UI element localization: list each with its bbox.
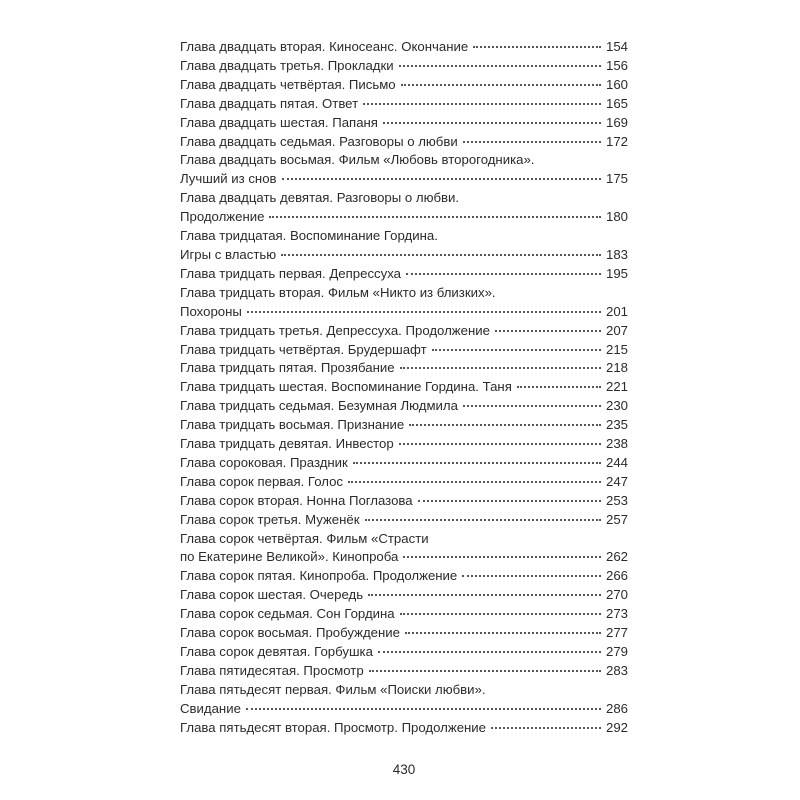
- toc-entry: [180, 227, 628, 265]
- toc-entry-title: Глава двадцать четвёртая. Письмо: [180, 76, 396, 92]
- toc-entry-line: [180, 170, 628, 189]
- toc-page-number: 277: [605, 625, 628, 641]
- toc-entry: [180, 359, 628, 378]
- toc-page-number: 244: [605, 454, 628, 470]
- toc-entry: [180, 95, 628, 114]
- toc-page-number: 286: [605, 700, 628, 716]
- toc-entry-line: [180, 341, 628, 360]
- toc-page-number: 279: [605, 644, 628, 659]
- toc-page-number: 221: [605, 379, 628, 395]
- toc-entry-line: [180, 38, 628, 57]
- toc-entry-title: Игры с властью: [180, 246, 277, 262]
- toc-entry-line: [180, 511, 628, 530]
- toc-entry-line: [180, 378, 628, 397]
- toc-entry: [180, 492, 628, 511]
- toc-page-number: 175: [605, 171, 628, 187]
- dot-leader: [403, 556, 601, 558]
- dot-leader: [495, 330, 601, 332]
- toc-entry-title-line: Глава тридцатая. Воспоминание Гордина.: [180, 228, 438, 244]
- toc-page-number: 160: [605, 76, 628, 92]
- dot-leader: [399, 65, 601, 67]
- toc-entry: [180, 454, 628, 473]
- toc-entry-line: [180, 57, 628, 76]
- toc-entry-title-line: Глава пятьдесят первая. Фильм «Поиски любви».: [180, 681, 486, 697]
- dot-leader: [463, 141, 601, 143]
- toc-page-number: 253: [605, 492, 628, 508]
- dot-leader: [399, 443, 601, 445]
- toc-page-number: 257: [605, 511, 628, 527]
- toc-page-number: 154: [605, 39, 628, 54]
- toc-page-number: 266: [605, 568, 628, 584]
- toc-entry-line: [180, 492, 628, 511]
- toc-entry-line: [180, 208, 628, 227]
- dot-leader: [406, 273, 601, 275]
- dot-leader: [409, 424, 601, 426]
- toc-entry-line: [180, 662, 628, 681]
- dot-leader: [400, 613, 601, 615]
- dot-leader: [418, 500, 601, 502]
- toc-entry: [180, 133, 628, 152]
- toc-entry-title-line: Глава двадцать восьмая. Фильм «Любовь второгодника».: [180, 152, 535, 168]
- toc-entry-title: Глава двадцать третья. Прокладки: [180, 57, 394, 73]
- toc-entry-line: [180, 397, 628, 416]
- toc-entry-title: Свидание: [180, 700, 241, 716]
- toc-entry-title: Глава сорок третья. Муженёк: [180, 511, 360, 527]
- toc-entry-title: Глава двадцать седьмая. Разговоры о любви: [180, 133, 458, 149]
- dot-leader: [353, 462, 601, 464]
- dot-leader: [365, 519, 601, 521]
- toc-entry-title: Глава сорок пятая. Кинопроба. Продолжение: [180, 568, 458, 584]
- toc-entry-title: Глава тридцать шестая. Воспоминание Гордина. Таня: [180, 379, 512, 395]
- dot-leader: [401, 84, 601, 86]
- toc-entry: [180, 114, 628, 133]
- toc-entry: [180, 662, 628, 681]
- toc-entry-title: Глава двадцать пятая. Ответ: [180, 95, 359, 111]
- toc-entry-title: Глава сорок первая. Голос: [180, 473, 344, 489]
- toc-entry-title-line: Глава тридцать вторая. Фильм «Никто из близких».: [180, 284, 496, 300]
- toc-entry: [180, 57, 628, 76]
- toc-entry: [180, 284, 628, 322]
- toc-page-number: 172: [605, 133, 628, 149]
- toc-entry-title: Глава сорок шестая. Очередь: [180, 587, 364, 603]
- toc-entry-title: Глава сорок девятая. Горбушка: [180, 644, 373, 659]
- toc-entry: [180, 265, 628, 284]
- toc-entry-line: [180, 586, 628, 605]
- toc-entry: [180, 681, 628, 719]
- toc-entry-title-line: Глава сорок четвёртая. Фильм «Страсти: [180, 530, 429, 546]
- dot-leader: [405, 632, 601, 634]
- toc-entry-line: [180, 114, 628, 133]
- dot-leader: [269, 216, 601, 218]
- toc-page-number: 235: [605, 417, 628, 433]
- toc-page-number: 283: [605, 662, 628, 678]
- toc-page-number: 218: [605, 360, 628, 376]
- toc-entry-line: [180, 322, 628, 341]
- toc-entry-title-line: Глава двадцать девятая. Разговоры о любви.: [180, 190, 460, 206]
- toc-entry-line: [180, 719, 628, 738]
- toc-entry-line: [180, 567, 628, 586]
- toc-entry-title: Глава сорок восьмая. Пробуждение: [180, 625, 400, 641]
- toc-entry-line: [180, 700, 628, 719]
- toc-entry-line: [180, 265, 628, 284]
- dot-leader: [383, 122, 601, 124]
- toc-entry-line: [180, 454, 628, 473]
- table-of-contents: [180, 38, 628, 738]
- toc-entry-line: [180, 246, 628, 265]
- toc-entry: [180, 624, 628, 643]
- page-number: 430: [392, 762, 416, 777]
- toc-page-number: 201: [605, 303, 628, 319]
- toc-entry-line: [180, 133, 628, 152]
- dot-leader: [369, 670, 601, 672]
- toc-entry: [180, 151, 628, 189]
- toc-entry: [180, 586, 628, 605]
- toc-entry-line: [180, 605, 628, 624]
- dot-leader: [473, 46, 601, 48]
- toc-entry: [180, 567, 628, 586]
- toc-entry: [180, 378, 628, 397]
- dot-leader: [378, 651, 601, 653]
- toc-page-number: 247: [605, 473, 628, 489]
- toc-entry: [180, 435, 628, 454]
- toc-entry: [180, 530, 628, 568]
- toc-entry-line: [180, 624, 628, 643]
- toc-page-number: 156: [605, 57, 628, 73]
- toc-entry: [180, 189, 628, 227]
- toc-entry: [180, 511, 628, 530]
- toc-entry: [180, 416, 628, 435]
- toc-entry-line: [180, 95, 628, 114]
- toc-entry-line: [180, 548, 628, 567]
- toc-entry-title: Глава двадцать вторая. Киносеанс. Окончание: [180, 39, 469, 54]
- toc-entry: [180, 76, 628, 95]
- toc-entry: [180, 341, 628, 360]
- toc-entry-line: [180, 416, 628, 435]
- dot-leader: [363, 103, 601, 105]
- dot-leader: [348, 481, 601, 483]
- dot-leader: [432, 349, 601, 351]
- toc-entry-line: [180, 76, 628, 95]
- toc-entry-title: Глава сорок вторая. Нонна Поглазова: [180, 492, 413, 508]
- toc-page-number: 262: [605, 549, 628, 565]
- toc-entry: [180, 38, 628, 57]
- book-page: [158, 30, 650, 777]
- toc-page-number: 180: [605, 209, 628, 225]
- toc-entry-title: Похороны: [180, 303, 242, 319]
- toc-page-number: 207: [605, 322, 628, 338]
- toc-page-number: 215: [605, 341, 628, 357]
- toc-page-number: 183: [605, 246, 628, 262]
- toc-entry-title: Глава двадцать шестая. Папаня: [180, 114, 378, 130]
- toc-page-number: 169: [605, 114, 628, 130]
- toc-entry-title: Глава тридцать девятая. Инвестор: [180, 436, 394, 452]
- toc-entry-line: [180, 643, 628, 662]
- toc-entry: [180, 397, 628, 416]
- dot-leader: [517, 386, 601, 388]
- toc-entry: [180, 643, 628, 662]
- dot-leader: [368, 594, 601, 596]
- toc-entry-title: Глава сорок седьмая. Сон Гордина: [180, 606, 395, 622]
- toc-entry-title: Глава тридцать третья. Депрессуха. Продолжение: [180, 322, 490, 338]
- toc-page-number: 195: [605, 265, 628, 281]
- toc-entry: [180, 473, 628, 492]
- dot-leader: [246, 708, 601, 710]
- dot-leader: [400, 367, 601, 369]
- dot-leader: [463, 405, 601, 407]
- toc-entry-title: Глава тридцать первая. Депрессуха: [180, 265, 401, 281]
- toc-page-number: 165: [605, 95, 628, 111]
- toc-entry-title: Продолжение: [180, 209, 265, 225]
- toc-entry-title: Глава сороковая. Праздник: [180, 454, 348, 470]
- dot-leader: [462, 575, 601, 577]
- toc-entry-title: Глава тридцать восьмая. Признание: [180, 417, 405, 433]
- toc-entry-title: Глава пятьдесят вторая. Просмотр. Продолжение: [180, 719, 487, 735]
- toc-entry: [180, 719, 628, 738]
- toc-entry-line: [180, 435, 628, 454]
- toc-page-number: 273: [605, 606, 628, 622]
- dot-leader: [281, 254, 601, 256]
- toc-page-number: 238: [605, 436, 628, 452]
- toc-entry-title: Лучший из снов: [180, 171, 277, 187]
- toc-entry-line: [180, 303, 628, 322]
- toc-entry-title: Глава тридцать пятая. Прозябание: [180, 360, 395, 376]
- toc-entry: [180, 322, 628, 341]
- toc-entry-title: Глава тридцать четвёртая. Брудершафт: [180, 341, 427, 357]
- dot-leader: [491, 727, 601, 729]
- toc-page-number: 292: [605, 719, 628, 735]
- toc-entry-title: Глава тридцать седьмая. Безумная Людмила: [180, 398, 458, 414]
- toc-entry-line: [180, 359, 628, 378]
- toc-entry: [180, 605, 628, 624]
- dot-leader: [282, 178, 601, 180]
- toc-entry-title: Глава пятидесятая. Просмотр: [180, 662, 364, 678]
- toc-entry-line: [180, 473, 628, 492]
- toc-page-number: 230: [605, 398, 628, 414]
- toc-entry-title: по Екатерине Великой». Кинопроба: [180, 549, 399, 565]
- toc-page-number: 270: [605, 587, 628, 603]
- dot-leader: [247, 311, 601, 313]
